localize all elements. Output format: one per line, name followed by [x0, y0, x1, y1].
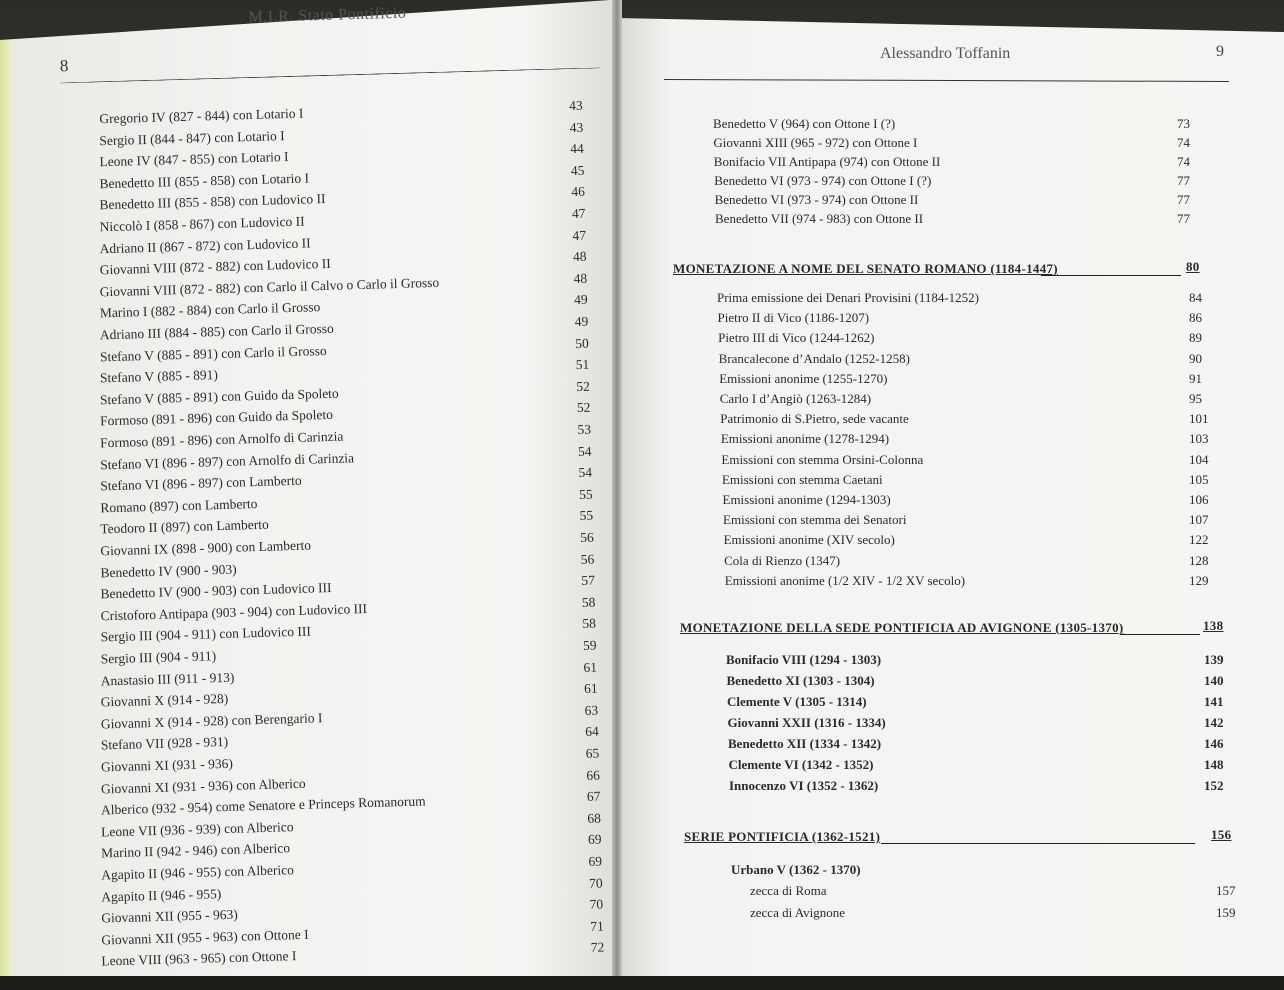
- toc-entry-title: Niccolò I (858 - 867) con Ludovico II: [99, 213, 305, 235]
- toc-entry-title: Stefano V (885 - 891) con Carlo il Grosso: [99, 342, 327, 364]
- toc-entry-page: 84: [1189, 290, 1202, 305]
- toc-entry-title: Romano (897) con Lamberto: [100, 495, 258, 516]
- toc-entry-page: 77: [1176, 192, 1190, 207]
- toc-entry-page: 61: [583, 680, 598, 697]
- toc-entry-page: 58: [581, 594, 596, 610]
- toc-entry-title: Emissioni anonime (1294-1303): [722, 492, 891, 507]
- toc-entry-page: 157: [1216, 883, 1236, 898]
- toc-entry-title: Leone VII (936 - 939) con Alberico: [100, 818, 294, 840]
- toc-entry-page: 128: [1188, 552, 1209, 568]
- toc-entry-title: Pietro II di Vico (1186-1207): [717, 310, 870, 326]
- toc-entry-page: 55: [578, 486, 593, 502]
- toc-entry-page: 48: [572, 248, 587, 265]
- section-heading-serie: [684, 827, 1232, 845]
- toc-entry-title: Urbano V (1362 - 1370): [731, 862, 861, 877]
- left-page-content: [0, 0, 641, 990]
- toc-entry-page: 91: [1188, 370, 1202, 386]
- toc-entry-title: Prima emissione dei Denari Provisini (1184-1252): [717, 290, 980, 305]
- toc-entry-title: Leone VIII (963 - 965) con Ottone I: [101, 948, 297, 969]
- toc-entry-page: 69: [587, 831, 602, 848]
- toc-entry-page: 44: [570, 140, 584, 157]
- toc-entry-page: 58: [582, 615, 597, 632]
- section-page: 80: [1186, 259, 1200, 274]
- toc-entry-title: Gregorio IV (827 - 844) con Lotario I: [99, 105, 304, 127]
- toc-entry-title: Agapito II (946 - 955): [101, 885, 222, 905]
- toc-entry-title: Teodoro II (897) con Lamberto: [100, 517, 270, 537]
- toc-entry-title: Giovanni XII (955 - 963): [101, 906, 238, 926]
- toc-entry-page: 68: [587, 810, 602, 826]
- toc-entry-page: 43: [569, 119, 584, 135]
- page-number-left: 8: [59, 56, 69, 76]
- toc-entry-title: Emissioni anonime (XIV secolo): [723, 532, 895, 548]
- toc-entry-page: 77: [1176, 173, 1190, 188]
- toc-entry-title: Cristoforo Antipapa (903 - 904) con Ludovico III: [100, 600, 368, 624]
- toc-entry-title: Anastasio III (911 - 913): [100, 669, 235, 689]
- toc-entry-page: 63: [584, 702, 599, 718]
- toc-entry-page: 122: [1188, 532, 1209, 548]
- section-rule: [1120, 634, 1200, 635]
- section-title: MONETAZIONE DELLA SEDE PONTIFICIA AD AVIGNONE (1305-1370): [680, 620, 1124, 635]
- toc-entry-page: 67: [586, 788, 601, 805]
- toc-entry-page: 54: [578, 464, 593, 481]
- toc-entry-title: Benedetto XI (1303 - 1304): [726, 673, 875, 688]
- toc-entry-page: 95: [1189, 391, 1202, 406]
- toc-entry-title: Formoso (891 - 896) con Guido da Spoleto: [99, 407, 334, 429]
- toc-entry-page: 74: [1176, 135, 1190, 150]
- toc-entry-page: 77: [1177, 211, 1190, 226]
- toc-entry-title: Marino II (942 - 946) con Alberico: [100, 840, 291, 861]
- toc-entry-page: 70: [588, 875, 603, 891]
- toc-entry-title: Bonifacio VIII (1294 - 1303): [726, 652, 882, 667]
- toc-entry-title: Formoso (891 - 896) con Arnolfo di Carinzia: [99, 428, 344, 451]
- toc-entry-title: Emissioni anonime (1/2 XIV - 1/2 XV secolo): [724, 572, 966, 588]
- toc-entry-title: Sergio III (904 - 911): [100, 648, 217, 667]
- toc-entry-title: Giovanni XXII (1316 - 1334): [727, 715, 886, 730]
- section-rule: [881, 843, 1195, 844]
- toc-entry-title: Patrimonio di S.Pietro, sede vacante: [720, 411, 909, 427]
- toc-entry-page: 49: [573, 292, 588, 308]
- toc-entry-page: 52: [576, 378, 591, 394]
- toc-entry-title: Marino I (882 - 884) con Carlo il Grosso: [99, 299, 321, 321]
- toc-entry-page: 142: [1204, 715, 1224, 730]
- toc-entry-page: 146: [1204, 736, 1224, 751]
- toc-entry-page: 56: [580, 551, 595, 567]
- toc-entry-title: Emissioni anonime (1278-1294): [720, 431, 890, 447]
- section-page: 138: [1203, 618, 1224, 633]
- toc-entry-page: 51: [575, 356, 590, 373]
- toc-entry-title: Clemente V (1305 - 1314): [727, 694, 867, 709]
- toc-entry-page: 139: [1204, 652, 1224, 667]
- toc-entry-page: 47: [571, 205, 586, 222]
- toc-entry-page: 66: [586, 767, 601, 783]
- toc-entry-title: Emissioni con stemma Orsini-Colonna: [721, 451, 924, 467]
- toc-entry-page: 70: [589, 896, 604, 913]
- toc-entry-title: Benedetto VI (973 - 974) con Ottone I (?): [714, 173, 932, 188]
- toc-entry-page: 47: [572, 227, 587, 243]
- toc-entry-page: 159: [1216, 904, 1236, 920]
- section-heading-avignone: [680, 618, 1224, 636]
- toc-entry-page: 72: [590, 939, 605, 956]
- toc-entry-title: Emissioni con stemma Caetani: [721, 471, 883, 487]
- toc-entry-title: Benedetto VII (974 - 983) con Ottone II: [715, 211, 924, 226]
- running-title-left: M.I.R. Stato Pontificio: [248, 4, 407, 27]
- toc-entry-page: 56: [580, 529, 594, 546]
- toc-entry-title: Benedetto XII (1334 - 1342): [728, 736, 882, 751]
- toc-entry-title: zecca di Avignone: [750, 904, 846, 920]
- toc-entry-page: 86: [1188, 310, 1202, 326]
- toc-entry-title: Sergio III (904 - 911) con Ludovico III: [100, 623, 312, 645]
- toc-entry-title: Giovanni XIII (965 - 972) con Ottone I: [713, 135, 918, 150]
- toc-entry-page: 71: [589, 918, 604, 934]
- toc-entry-page: 61: [583, 659, 598, 675]
- section-title: MONETAZIONE A NOME DEL SENATO ROMANO (1184-1447): [673, 261, 1058, 276]
- toc-entry-title: Bonifacio VII Antipapa (974) con Ottone II: [713, 154, 941, 169]
- toc-entry-title: Innocenzo VI (1352 - 1362): [729, 778, 879, 793]
- toc-entry-title: Giovanni X (914 - 928): [100, 691, 229, 710]
- toc-entry-title: Carlo I d’Angiò (1263-1284): [719, 391, 872, 406]
- toc-entry-page: 90: [1188, 350, 1202, 366]
- toc-entry-page: 48: [573, 270, 588, 286]
- toc-entry-title: Brancalecone d’Andalo (1252-1258): [718, 350, 910, 366]
- toc-entry-page: 103: [1188, 431, 1209, 447]
- toc-entry-title: Giovanni X (914 - 928) con Berengario I: [100, 710, 323, 732]
- toc-entry-page: 57: [581, 572, 596, 589]
- toc-entry-title: Giovanni XI (931 - 936) con Alberico: [100, 775, 306, 797]
- toc-entry-page: 73: [1177, 116, 1190, 131]
- toc-entry-title: Emissioni anonime (1255-1270): [719, 370, 888, 386]
- toc-entry-title: Stefano V (885 - 891) con Guido da Spoleto: [99, 385, 339, 408]
- toc-entry-title: Leone IV (847 - 855) con Lotario I: [99, 149, 289, 170]
- toc-entry-title: Giovanni VIII (872 - 882) con Ludovico II: [99, 256, 331, 278]
- toc-entry-page: 49: [574, 313, 589, 330]
- toc-entry-title: Benedetto V (964) con Ottone I (?): [713, 116, 896, 131]
- toc-entry-title: Benedetto III (855 - 858) con Lotario I: [99, 170, 310, 192]
- toc-entry-title: Adriano II (867 - 872) con Ludovico II: [99, 235, 311, 256]
- toc-entry-page: 89: [1188, 330, 1202, 346]
- toc-entry-title: Giovanni XI (931 - 936): [100, 755, 234, 775]
- toc-entry-title: Stefano VI (896 - 897) con Arnolfo di Carinzia: [99, 449, 355, 472]
- toc-entry-title: Stefano V (885 - 891): [99, 367, 219, 386]
- toc-entry-page: 107: [1188, 512, 1209, 528]
- toc-entry-page: 104: [1188, 451, 1209, 467]
- toc-entry-title: Benedetto IV (900 - 903) con Ludovico III: [100, 580, 332, 602]
- toc-entry-page: 105: [1188, 471, 1209, 487]
- toc-entry-title: Stefano VII (928 - 931): [100, 734, 229, 753]
- toc-entry-title: Benedetto IV (900 - 903): [100, 561, 237, 581]
- toc-entry-page: 69: [588, 853, 603, 869]
- toc-entry-title: Cola di Rienzo (1347): [724, 552, 841, 568]
- header-rule-left: [60, 67, 600, 83]
- toc-entry-page: 106: [1189, 492, 1209, 507]
- toc-entry-page: 43: [568, 97, 583, 114]
- toc-entry-page: 152: [1204, 778, 1224, 793]
- toc-entry-title: Sergio II (844 - 847) con Lotario I: [99, 127, 285, 148]
- toc-entry-page: 46: [571, 184, 586, 200]
- toc-entry-page: 54: [577, 443, 592, 459]
- toc-entry-page: 141: [1204, 694, 1224, 709]
- toc-entry-page: 53: [577, 421, 592, 438]
- toc-entry-page: 45: [570, 162, 585, 178]
- section-rule: [1041, 275, 1181, 276]
- toc-entry-title: Alberico (932 - 954) come Senatore e Princeps Romanorum: [100, 793, 426, 818]
- toc-entry-page: 50: [575, 335, 589, 351]
- toc-entry-page: 148: [1204, 757, 1224, 772]
- toc-entry-page: 129: [1188, 572, 1209, 588]
- toc-entry-page: 64: [584, 723, 599, 740]
- toc-entry-title: Giovanni IX (898 - 900) con Lamberto: [100, 537, 312, 559]
- toc-entry-title: Giovanni VIII (872 - 882) con Carlo il Calvo o Carlo il Grosso: [99, 274, 440, 300]
- toc-entry-title: Adriano III (884 - 885) con Carlo il Grosso: [99, 320, 334, 343]
- section-heading-senato: [673, 259, 1200, 277]
- section-title: SERIE PONTIFICIA (1362-1521): [684, 829, 881, 844]
- running-title-right: Alessandro Toffanin: [880, 45, 1011, 62]
- toc-entry-page: 140: [1204, 673, 1224, 688]
- toc-entry-title: Pietro III di Vico (1244-1262): [718, 330, 875, 346]
- toc-entry-page: 55: [579, 508, 594, 524]
- toc-entry-page: 74: [1176, 154, 1190, 169]
- toc-entry-title: zecca di Roma: [750, 883, 827, 898]
- toc-entry-title: Agapito II (946 - 955) con Alberico: [101, 862, 295, 883]
- toc-entry-title: Clemente VI (1342 - 1352): [728, 757, 874, 772]
- section-page: 156: [1211, 827, 1232, 842]
- toc-entry-title: Stefano VI (896 - 897) con Lamberto: [100, 472, 302, 494]
- page-number-right: 9: [1216, 43, 1224, 60]
- toc-entry-title: Benedetto III (855 - 858) con Ludovico II: [99, 191, 326, 213]
- toc-entry-page: 65: [585, 745, 600, 761]
- toc-entry-title: Giovanni XII (955 - 963) con Ottone I: [101, 926, 309, 948]
- toc-entry-title: Emissioni con stemma dei Senatori: [723, 512, 907, 528]
- toc-entry-title: Benedetto VI (973 - 974) con Ottone II: [714, 192, 919, 207]
- toc-entry-page: 52: [576, 400, 591, 416]
- toc-entry-page: 101: [1188, 411, 1209, 427]
- toc-entry-page: 59: [582, 637, 597, 653]
